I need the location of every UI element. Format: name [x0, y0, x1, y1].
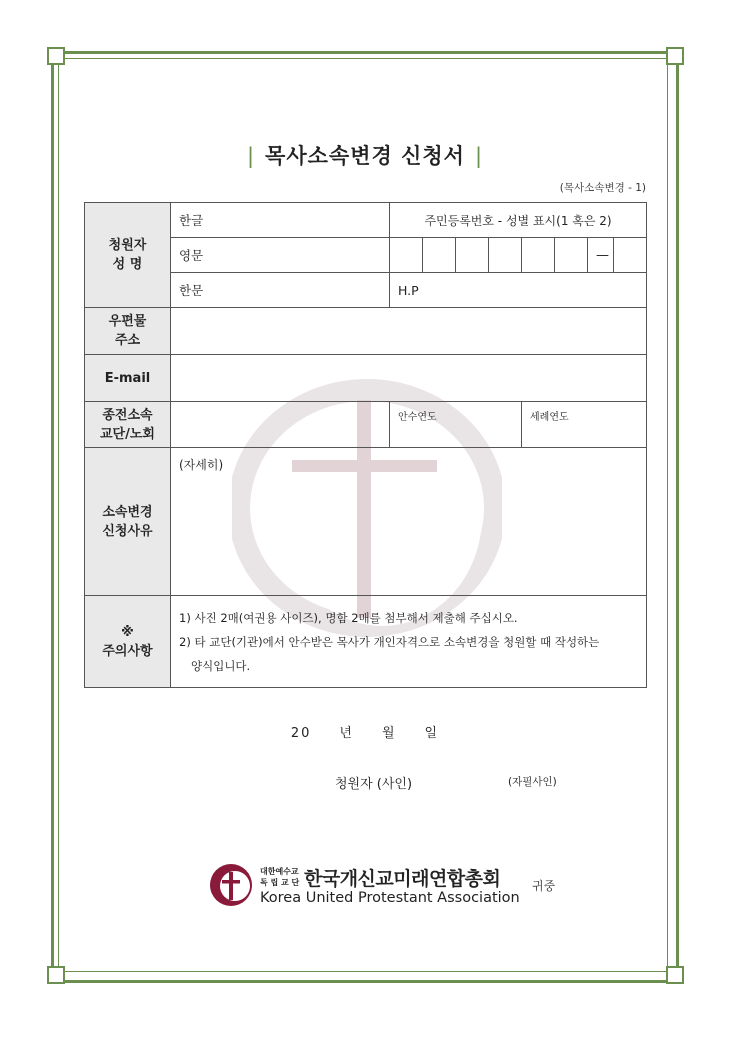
- frame-corner: [666, 47, 684, 65]
- cross-emblem-icon: [208, 862, 254, 908]
- date-month-unit: 월: [381, 726, 397, 741]
- page-title: 목사소속변경 신청서: [265, 144, 465, 168]
- hangul-label: 한글: [179, 213, 204, 228]
- applicant-name-header: 청원자 성 명: [85, 203, 171, 308]
- frame-corner: [47, 47, 65, 65]
- address-header: 우편물 주소: [85, 308, 171, 355]
- previous-affiliation-header: 종전소속 교단/노회: [85, 402, 171, 448]
- form-number: (목사소속변경 - 1): [559, 182, 646, 194]
- hanja-name-field[interactable]: [171, 273, 390, 308]
- email-header: E-mail: [85, 355, 171, 402]
- id-number-header: 주민등록번호 - 성별 표시(1 혹은 2): [390, 203, 647, 238]
- title-block: | 목사소속변경 신청서 |: [246, 144, 484, 168]
- logo-english-name: Korea United Protestant Association: [260, 890, 520, 906]
- id-digit-box[interactable]: [489, 238, 522, 273]
- frame-corner: [47, 966, 65, 984]
- ordination-year-field[interactable]: [390, 402, 522, 448]
- id-digit-box[interactable]: [456, 238, 489, 273]
- applicant-signature-label: 청원자 (사인): [335, 777, 413, 792]
- baptism-year-label: 세례연도: [530, 412, 569, 423]
- change-reason-header: 소속변경 신청사유: [85, 448, 171, 596]
- handwritten-signature-note: (자필사인): [508, 776, 557, 788]
- logo-denomination: [260, 866, 299, 888]
- date-day-unit: 일: [424, 726, 440, 741]
- notice-item-3: 양식입니다.: [191, 658, 251, 673]
- organization-logo: [208, 856, 568, 916]
- application-form-table: [84, 202, 647, 688]
- notice-header: ※ 주의사항: [85, 596, 171, 688]
- frame-corner: [666, 966, 684, 984]
- hangul-name-field[interactable]: [171, 203, 390, 238]
- id-digit-box[interactable]: [522, 238, 555, 273]
- date-year: 20: [290, 726, 312, 741]
- logo-small-line-2: 독 립 교 단: [260, 878, 300, 887]
- phone-field[interactable]: [390, 273, 647, 308]
- logo-small-line-1: 대한예수교: [260, 867, 299, 876]
- previous-affiliation-field[interactable]: [171, 402, 390, 448]
- hanja-label: 한문: [179, 283, 204, 298]
- date-year-unit: 년: [339, 726, 354, 741]
- phone-label: H.P: [398, 282, 419, 298]
- reason-hint: (자세히): [179, 458, 224, 472]
- email-field[interactable]: [171, 355, 647, 402]
- id-digit-box[interactable]: [390, 238, 423, 273]
- id-dash: —: [588, 238, 614, 273]
- baptism-year-field[interactable]: [522, 402, 647, 448]
- change-reason-field[interactable]: [171, 448, 647, 596]
- recipient-honorific: 귀중: [532, 879, 556, 893]
- english-label: 영문: [179, 248, 204, 263]
- id-gender-box[interactable]: [614, 238, 647, 273]
- id-digit-box[interactable]: [555, 238, 588, 273]
- notice-content: [171, 596, 647, 688]
- notice-item-2: 2) 타 교단(기관)에서 안수받은 목사가 개인자격으로 소속변경을 청원할 때 작성하는: [179, 634, 600, 649]
- english-name-field[interactable]: [171, 238, 390, 273]
- date-line: [0, 722, 730, 741]
- logo-korean-name: 한국개신교미래연합총회: [304, 868, 501, 890]
- notice-item-1: 1) 사진 2매(여권용 사이즈), 명함 2매를 첨부해서 제출해 주십시오.: [179, 610, 518, 625]
- id-digit-box[interactable]: [423, 238, 456, 273]
- ordination-year-label: 안수연도: [398, 412, 437, 423]
- address-field[interactable]: [171, 308, 647, 355]
